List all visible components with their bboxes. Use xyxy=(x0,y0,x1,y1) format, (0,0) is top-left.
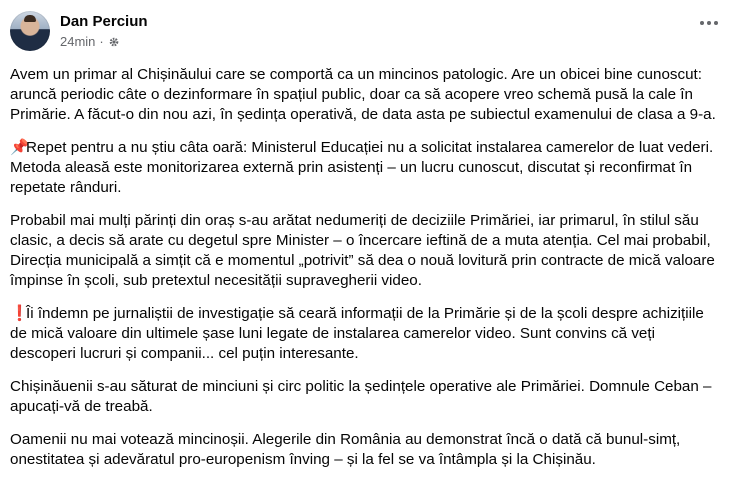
paragraph-text: Oamenii nu mai votează mincinoșii. Alegerile din România au demonstrat încă o dată că bunul-simț, onestitatea și adevăratul pro-europenism înving – și la fel se va întâmpla și la Chișinău. xyxy=(10,431,681,468)
more-horizontal-icon xyxy=(700,21,704,25)
paragraph-text: Probabil mai mulți părinți din oraș s-au arătat nedumeriți de deciziile Primăriei, iar primarul, în stilul său clasic, a decis să arate cu degetul spre Minister – o încercare ieftină de a muta atenția. Cel mai probabil, Direcția municipală a simțit că e momentul „potrivit” să dea o nouă lovitură prin contracte de mică valoare împinse în școli, sub pretextul necesității supravegherii video. xyxy=(10,212,715,289)
post-paragraph xyxy=(10,138,724,198)
paragraph-text: Repet pentru a nu știu câta oară: Ministerul Educației nu a solicitat instalarea camerelor de luat vederi. Metoda aleasă este monitorizarea externă prin asistenți – un lucru cunoscut, discutat și reconfirmat în repetate rânduri. xyxy=(10,139,714,196)
author-name[interactable]: Dan Perciun xyxy=(60,13,148,30)
post-paragraph xyxy=(10,377,724,417)
post-meta xyxy=(60,12,148,50)
more-dot xyxy=(707,21,711,25)
more-options-button[interactable] xyxy=(698,12,720,34)
more-dot xyxy=(714,21,718,25)
avatar[interactable] xyxy=(10,11,50,51)
post-header xyxy=(10,8,148,54)
paragraph-text: Îi îndemn pe jurnaliștii de investigație să ceară informații de la Primărie și de la școli despre achizițiile de mică valoare din ultimele șase luni legate de instalarea camerelor video. Sunt convins că veți descoperi lucruri și companii... cel puțin interesante. xyxy=(10,305,704,362)
pushpin-icon: 📌 xyxy=(10,139,29,156)
post-body xyxy=(10,65,724,483)
post-paragraph xyxy=(10,430,724,470)
separator-dot: · xyxy=(99,34,104,49)
post-timestamp[interactable]: 24min xyxy=(60,34,96,49)
post-subline xyxy=(60,33,148,50)
paragraph-text: Chișinăuenii s-au săturat de minciuni și circ politic la ședințele operative ale Primăriei. Domnule Ceban – apucați-vă de treabă. xyxy=(10,378,712,415)
post-paragraph xyxy=(10,304,724,364)
exclamation-icon: ❗ xyxy=(10,305,29,322)
paragraph-text: Avem un primar al Chișinăului care se comportă ca un mincinos patologic. Are un obicei bine cunoscut: aruncă periodic câte o dezinformare în spațiul public, doar ca să acopere vreo schemă pusă la cale în Primărie. A făcut-o din nou azi, în ședința operativă, de data asta pe subiectul examenului de clasa a 9-a. xyxy=(10,66,716,123)
gear-icon[interactable] xyxy=(108,36,120,48)
post-paragraph xyxy=(10,65,724,125)
post-paragraph xyxy=(10,211,724,291)
